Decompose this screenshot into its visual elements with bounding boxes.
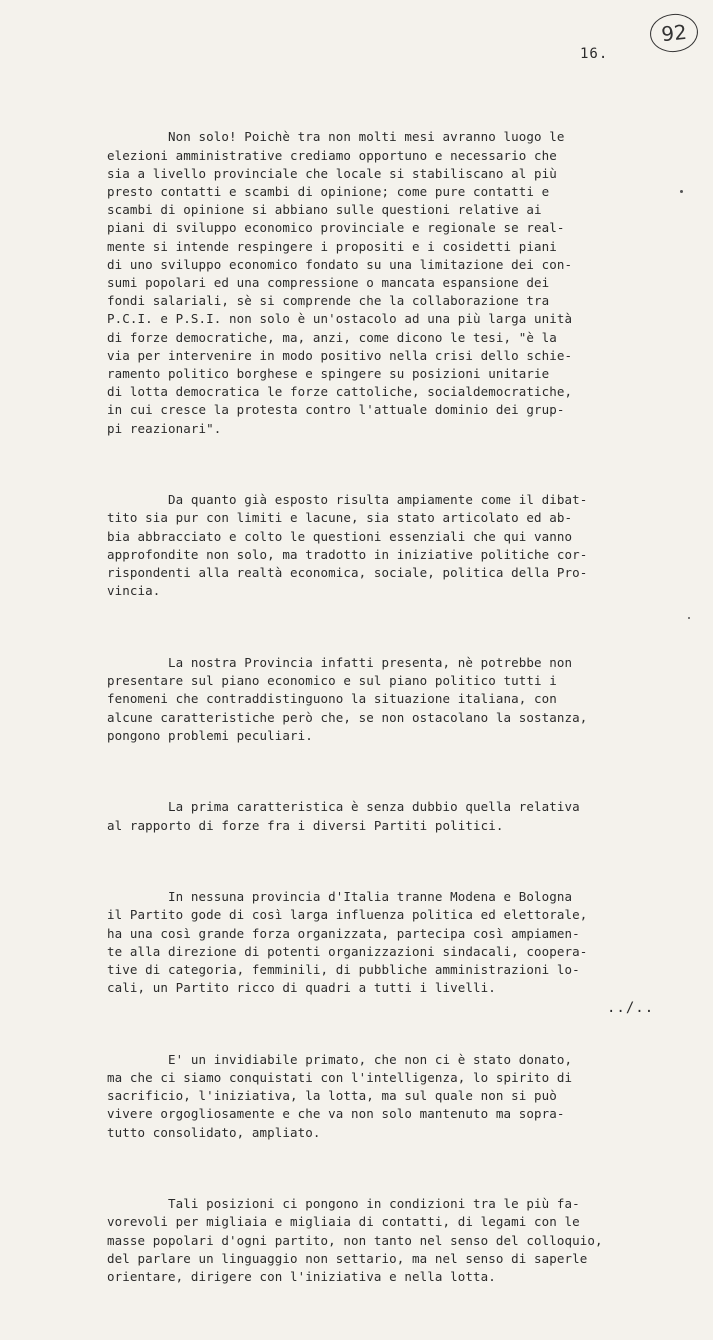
paragraph: E' un invidiabile primato, che non ci è stato donato, ma che ci siamo conquistati con l'intelligenza, lo spirito di sacrificio, l'iniziativa, la lotta, ma sul quale non si può vivere orgogliosamente e che va non solo mantenuto ma sopra- tutto consolidato, ampliato. [107, 1051, 573, 1140]
page-number: 16. [580, 46, 609, 62]
page-stamp [648, 12, 700, 55]
margin-speck [680, 190, 683, 193]
margin-speck [688, 617, 690, 619]
stamp-number: 92 [660, 19, 688, 47]
body-text [107, 92, 667, 1340]
paragraph: Tali posizioni ci pongono in condizioni tra le più fa- vorevoli per migliaia e migliaia di contatti, di legami con le masse popolari d'ogni partito, non tanto nel senso del colloquio, del parlare un linguaggio non settario, ma nel senso di saperle orientare, dirigere con l'iniziativa e nella lotta. [107, 1196, 603, 1284]
paragraph: In nessuna provincia d'Italia tranne Modena e Bologna il Partito gode di così larga influenza politica ed elettorale, ha una così grande forza organizzata, partecipa così ampiamen- te alla direzione di potenti organizzazioni sindacali, coopera- tive di categoria, femminili, di pubbliche amministrazioni lo- cali, un Partito ricco di quadri a tutti i livelli. [107, 889, 588, 996]
paragraph: Da quanto già esposto risulta ampiamente come il dibat- tito sia pur con limiti e lacune, sia stato articolato ed ab- bia abbracciato e colto le questioni essenziali che qui vanno approfondite non solo, ma tradotto in iniziative politiche cor- rispondenti alla realtà economica, sociale, politica della Pro- vincia. [107, 492, 588, 599]
paragraph: La nostra Provincia infatti presenta, nè potrebbe non presentare sul piano economico e sul piano politico tutti i fenomeni che contraddistinguono la situazione italiana, con alcune caratteristiche però che, se non ostacolano la sostanza, pongono problemi peculiari. [107, 654, 588, 743]
continuation-mark: ../.. [607, 1000, 655, 1016]
paragraph: Non solo! Poichè tra non molti mesi avranno luogo le elezioni amministrative crediamo opportuno e necessario che sia a livello provinciale che locale si stabiliscano al più presto contatti e scambi di opinione; come pure contatti e scambi di opinione si abbiano sulle questioni relative ai piani di sviluppo economico provinciale e regionale se real- mente si intende respingere i propositi e i cosidetti piani di uno sviluppo economico fondato su una limitazione dei con- sumi popolari ed una compressione o mancata espansione dei fondi salariali, sè si comprende che la collaborazione tra P.C.I. e P.S.I. non solo è un'ostacolo ad una più larga unità di forze democratiche, ma, anzi, come dicono le tesi, "è la via per intervenire in modo positivo nella crisi dello schie- ramento politico borghese e spingere su posizioni unitarie di lotta democratica le forze cattoliche, socialdemocratiche, in cui cresce la protesta contro l'attuale dominio dei grup- pi reazionari". [107, 129, 573, 436]
paragraph: La prima caratteristica è senza dubbio quella relativa al rapporto di forze fra i diversi Partiti politici. [107, 799, 580, 833]
